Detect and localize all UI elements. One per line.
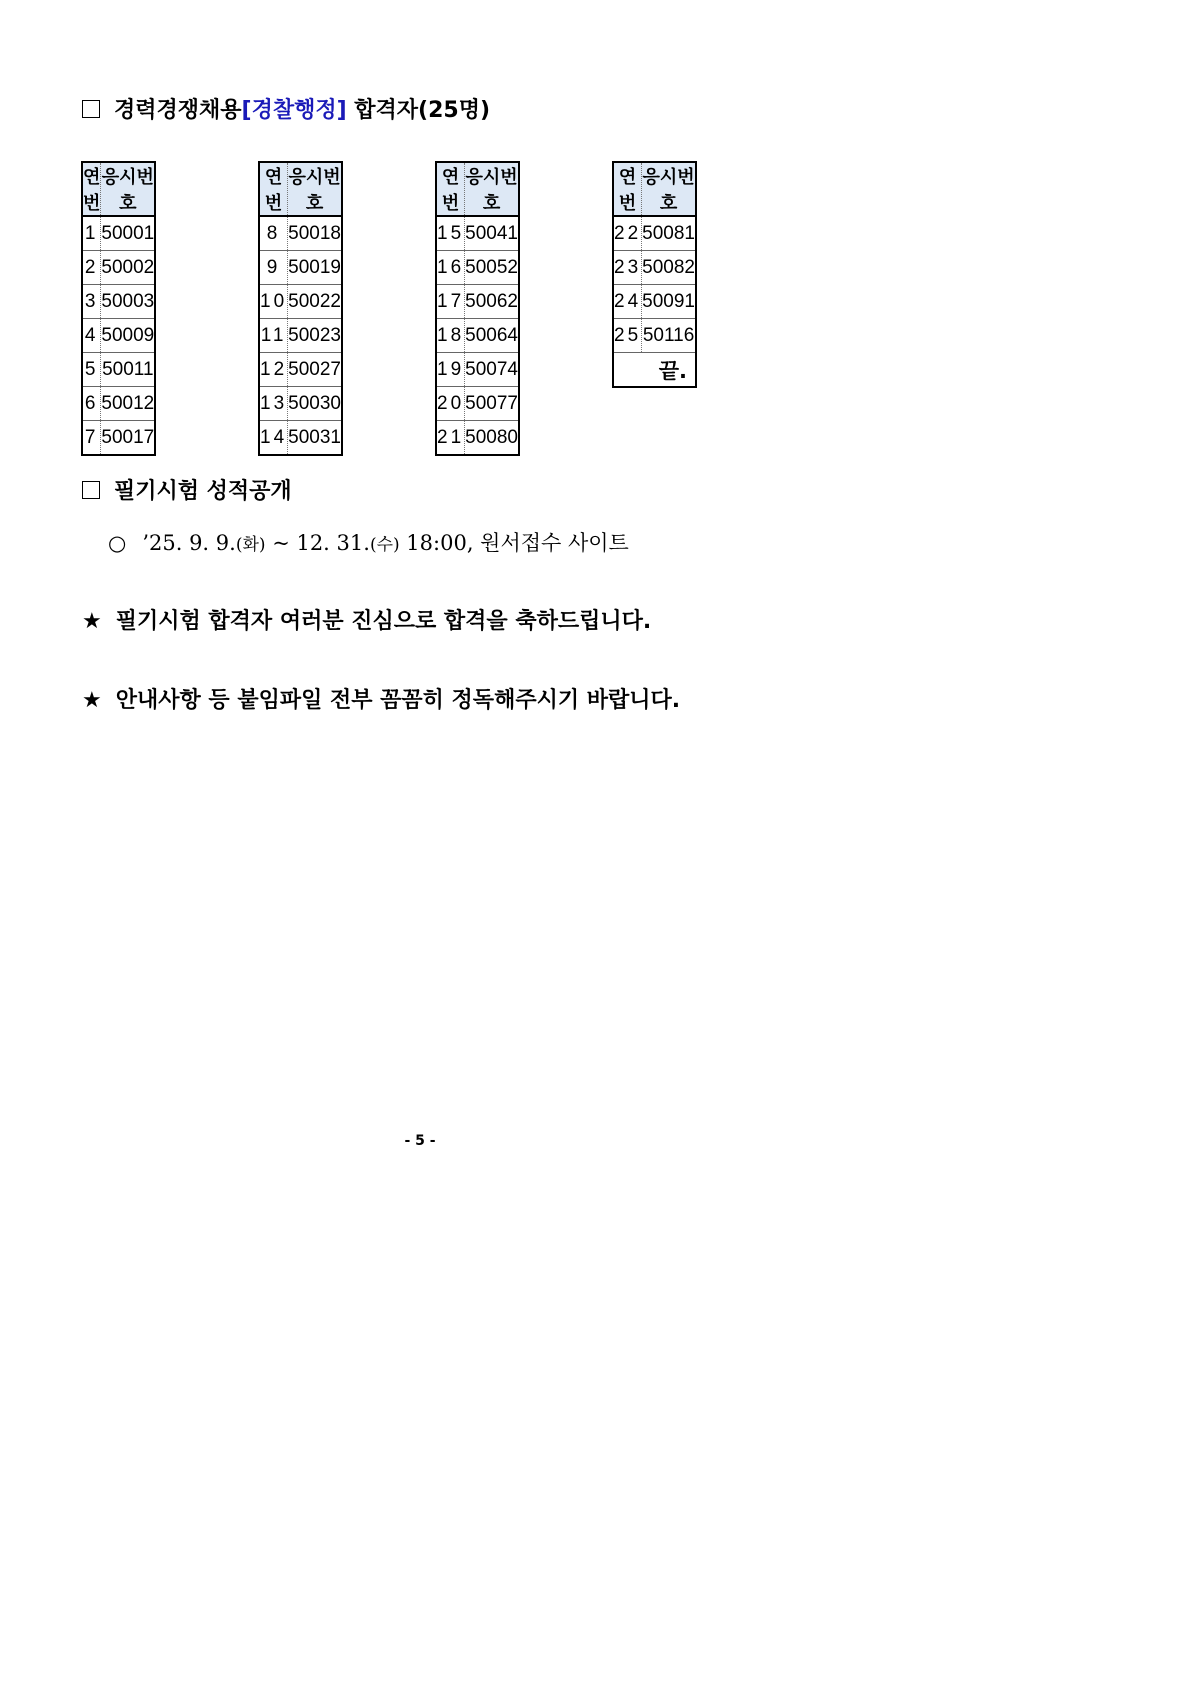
serial-number-cell: 14 — [259, 421, 288, 456]
serial-number-cell: 3 — [82, 285, 101, 319]
notice-read-attachments — [82, 683, 680, 714]
page-number: - 5 - — [404, 1133, 436, 1149]
exam-number-cell: 50091 — [642, 285, 696, 319]
table-row — [259, 216, 342, 251]
header-serial: 연번 — [436, 162, 465, 216]
exam-number-cell: 50002 — [101, 251, 155, 285]
heading-title-main: 경력경쟁채용 — [114, 98, 242, 123]
score-disclosure-schedule — [108, 527, 629, 557]
star-icon: ★ — [82, 609, 102, 634]
exam-number-cell: 50023 — [288, 319, 342, 353]
candidate-table-2 — [258, 161, 343, 456]
heading-title-count: 합격자(25명) — [346, 98, 491, 123]
serial-number-cell: 16 — [436, 251, 465, 285]
exam-number-cell: 50074 — [465, 353, 519, 387]
table-row — [82, 216, 155, 251]
serial-number-cell: 5 — [82, 353, 101, 387]
serial-number-cell: 18 — [436, 319, 465, 353]
header-exam-number: 응시번호 — [288, 162, 342, 216]
exam-number-cell: 50041 — [465, 216, 519, 251]
table-row — [436, 421, 519, 456]
table-row — [82, 319, 155, 353]
notice-congratulations — [82, 604, 651, 635]
serial-number-cell: 21 — [436, 421, 465, 456]
table-row — [613, 319, 696, 353]
serial-number-cell: 8 — [259, 216, 288, 251]
exam-number-cell: 50018 — [288, 216, 342, 251]
exam-number-cell: 50027 — [288, 353, 342, 387]
candidate-table-4 — [612, 161, 697, 388]
section-heading-successful-candidates — [82, 96, 490, 126]
serial-number-cell: 6 — [82, 387, 101, 421]
schedule-start-date: ’25. 9. 9. — [142, 531, 236, 555]
exam-number-cell: 50009 — [101, 319, 155, 353]
exam-number-cell: 50011 — [101, 353, 155, 387]
serial-number-cell: 11 — [259, 319, 288, 353]
exam-number-cell: 50030 — [288, 387, 342, 421]
circle-bullet-icon: ○ — [108, 531, 127, 555]
header-exam-number: 응시번호 — [101, 162, 155, 216]
exam-number-cell: 50064 — [465, 319, 519, 353]
table-row — [82, 353, 155, 387]
table-row — [436, 353, 519, 387]
serial-number-cell: 17 — [436, 285, 465, 319]
serial-number-cell: 15 — [436, 216, 465, 251]
serial-number-cell: 23 — [613, 251, 642, 285]
table-row — [613, 285, 696, 319]
schedule-end-date: ~ 12. 31. — [265, 531, 370, 555]
table-row — [82, 285, 155, 319]
candidate-table-1 — [81, 161, 156, 456]
schedule-start-day: (화) — [235, 535, 266, 555]
exam-number-cell: 50022 — [288, 285, 342, 319]
header-exam-number: 응시번호 — [465, 162, 519, 216]
table-row — [82, 387, 155, 421]
schedule-time-location: 18:00, 원서접수 사이트 — [399, 531, 629, 555]
exam-number-cell: 50019 — [288, 251, 342, 285]
serial-number-cell: 4 — [82, 319, 101, 353]
checkbox-square-icon — [82, 100, 100, 118]
header-serial: 연번 — [613, 162, 642, 216]
table-row — [613, 251, 696, 285]
serial-number-cell: 7 — [82, 421, 101, 456]
exam-number-cell: 50017 — [101, 421, 155, 456]
schedule-end-day: (수) — [369, 535, 400, 555]
candidate-table-3 — [435, 161, 520, 456]
table-row — [259, 387, 342, 421]
exam-number-cell: 50116 — [642, 319, 696, 353]
exam-number-cell: 50062 — [465, 285, 519, 319]
serial-number-cell: 24 — [613, 285, 642, 319]
table-row — [613, 216, 696, 251]
exam-number-cell: 50082 — [642, 251, 696, 285]
table-row — [82, 421, 155, 456]
table-row — [259, 353, 342, 387]
exam-number-cell: 50003 — [101, 285, 155, 319]
heading-title-score: 필기시험 성적공개 — [114, 479, 292, 504]
table-row — [436, 319, 519, 353]
exam-number-cell: 50001 — [101, 216, 155, 251]
table-row — [82, 251, 155, 285]
serial-number-cell: 22 — [613, 216, 642, 251]
table-row — [436, 387, 519, 421]
exam-number-cell: 50081 — [642, 216, 696, 251]
star-icon: ★ — [82, 688, 102, 713]
table-row — [259, 251, 342, 285]
header-serial: 연번 — [259, 162, 288, 216]
header-serial: 연번 — [82, 162, 101, 216]
table-row — [436, 216, 519, 251]
serial-number-cell: 20 — [436, 387, 465, 421]
read-attachments-text: 안내사항 등 붙임파일 전부 꼼꼼히 정독해주시기 바랍니다. — [115, 688, 681, 713]
congratulations-text: 필기시험 합격자 여러분 진심으로 합격을 축하드립니다. — [115, 609, 652, 634]
table-row — [259, 421, 342, 456]
serial-number-cell: 25 — [613, 319, 642, 353]
serial-number-cell: 1 — [82, 216, 101, 251]
serial-number-cell: 9 — [259, 251, 288, 285]
exam-number-cell: 50031 — [288, 421, 342, 456]
exam-number-cell: 50052 — [465, 251, 519, 285]
checkbox-square-icon — [82, 481, 100, 499]
exam-number-cell: 50012 — [101, 387, 155, 421]
heading-title-department: [경찰행정] — [241, 98, 347, 123]
serial-number-cell: 19 — [436, 353, 465, 387]
serial-number-cell: 13 — [259, 387, 288, 421]
exam-number-cell: 50077 — [465, 387, 519, 421]
serial-number-cell: 12 — [259, 353, 288, 387]
table-row — [436, 285, 519, 319]
section-heading-score-disclosure — [82, 477, 292, 507]
end-mark: 끝. — [613, 353, 696, 388]
table-row — [436, 251, 519, 285]
exam-number-cell: 50080 — [465, 421, 519, 456]
table-row — [259, 319, 342, 353]
serial-number-cell: 10 — [259, 285, 288, 319]
header-exam-number: 응시번호 — [642, 162, 696, 216]
table-row — [259, 285, 342, 319]
serial-number-cell: 2 — [82, 251, 101, 285]
